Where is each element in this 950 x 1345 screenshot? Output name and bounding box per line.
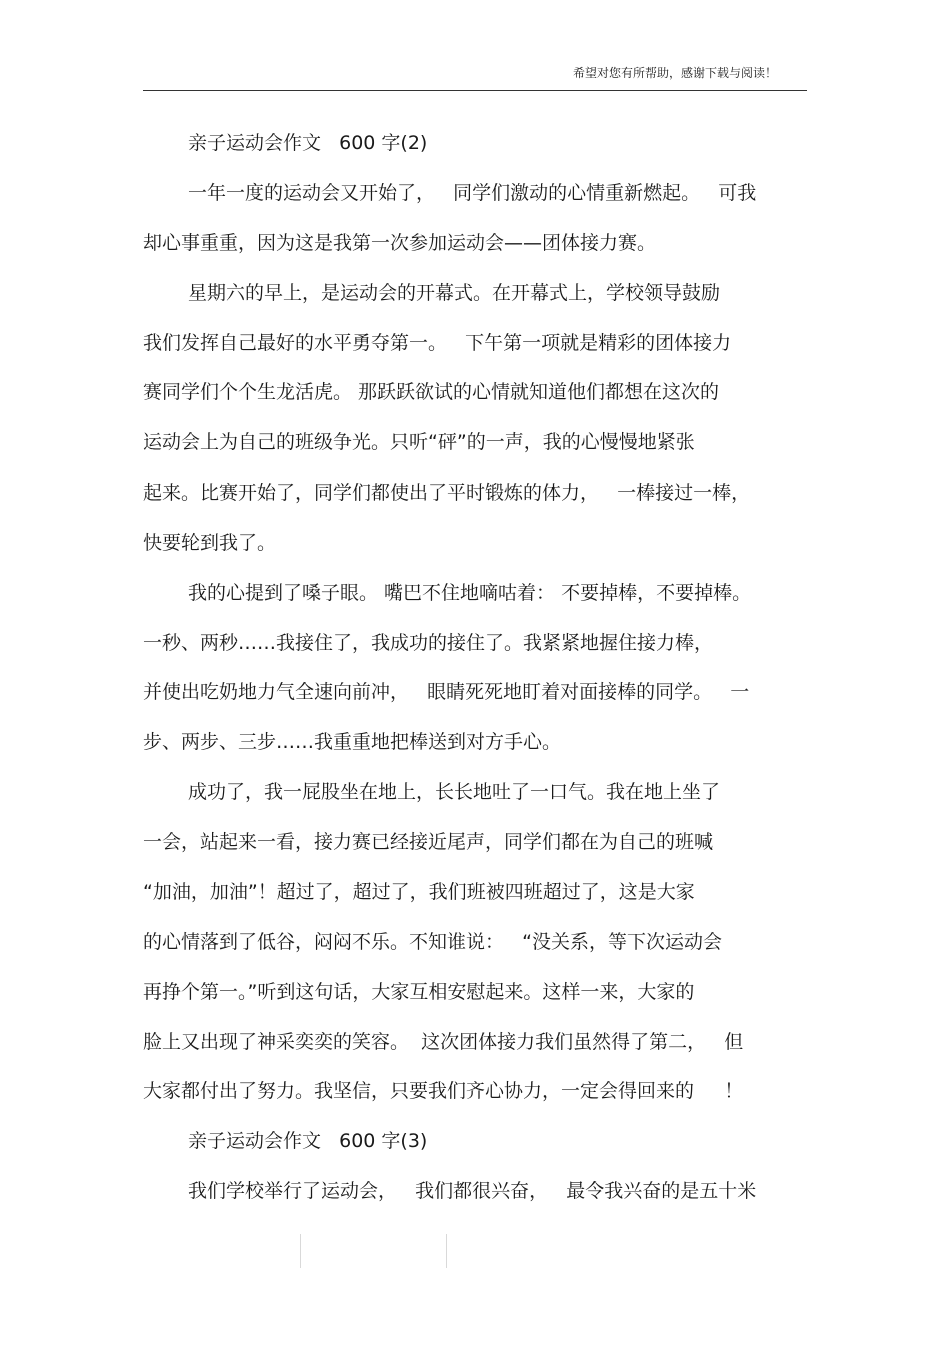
text-line: 大家都付出了努力。我坚信，只要我们齐心协力，一定会得回来的 ！ xyxy=(143,1080,744,1102)
page-header-note: 希望对您有所帮助，感谢下载与阅读！ xyxy=(572,66,777,80)
text-line: 星期六的早上，是运动会的开幕式。在开幕式上，学校领导鼓励 xyxy=(188,282,721,304)
text-line: 运动会上为自己的班级争光。只听“砰”的一声，我的心慢慢地紧张 xyxy=(143,431,695,453)
text-line: “加油，加油”！超过了，超过了，我们班被四班超过了，这是大家 xyxy=(143,881,695,903)
text-line: 一年一度的运动会又开始了， 同学们激动的心情重新燃起。 可我 xyxy=(188,182,757,204)
section-title: 亲子运动会作文 600 字(2) xyxy=(188,132,428,154)
text-line: 并使出吃奶地力气全速向前冲， 眼睛死死地盯着对面接棒的同学。 一 xyxy=(143,681,750,703)
text-line: 快要轮到我了。 xyxy=(143,532,277,554)
text-line: 却心事重重，因为这是我第一次参加运动会——团体接力赛。 xyxy=(143,232,657,254)
text-line: 一秒、两秒……我接住了，我成功的接住了。我紧紧地握住接力棒， xyxy=(143,632,714,654)
text-line: 再挣个第一。”听到这句话，大家互相安慰起来。这样一来，大家的 xyxy=(143,981,695,1003)
page-edge-mark xyxy=(300,1234,301,1268)
text-line: 我们学校举行了运动会， 我们都很兴奋， 最令我兴奋的是五十米 xyxy=(188,1180,757,1202)
page-edge-mark xyxy=(446,1234,447,1268)
text-line: 步、两步、三步……我重重地把棒送到对方手心。 xyxy=(143,731,562,753)
text-line: 脸上又出现了神采奕奕的笑容。 这次团体接力我们虽然得了第二， 但 xyxy=(143,1031,744,1053)
text-line: 一会，站起来一看，接力赛已经接近尾声，同学们都在为自己的班喊 xyxy=(143,831,714,853)
text-line: 起来。比赛开始了，同学们都使出了平时锻炼的体力， 一棒接过一棒， xyxy=(143,482,751,504)
text-line: 我们发挥自己最好的水平勇夺第一。 下午第一项就是精彩的团体接力 xyxy=(143,332,732,354)
header-divider xyxy=(143,90,807,91)
text-line: 的心情落到了低谷，闷闷不乐。不知谁说： “没关系，等下次运动会 xyxy=(143,931,722,953)
text-line: 赛同学们个个生龙活虎。 那跃跃欲试的心情就知道他们都想在这次的 xyxy=(143,381,720,403)
text-line: 我的心提到了嗓子眼。 嘴巴不住地嘀咕着： 不要掉棒，不要掉棒。 xyxy=(188,582,752,604)
text-line: 成功了，我一屁股坐在地上，长长地吐了一口气。我在地上坐了 xyxy=(188,781,721,803)
section-title: 亲子运动会作文 600 字(3) xyxy=(188,1130,428,1152)
